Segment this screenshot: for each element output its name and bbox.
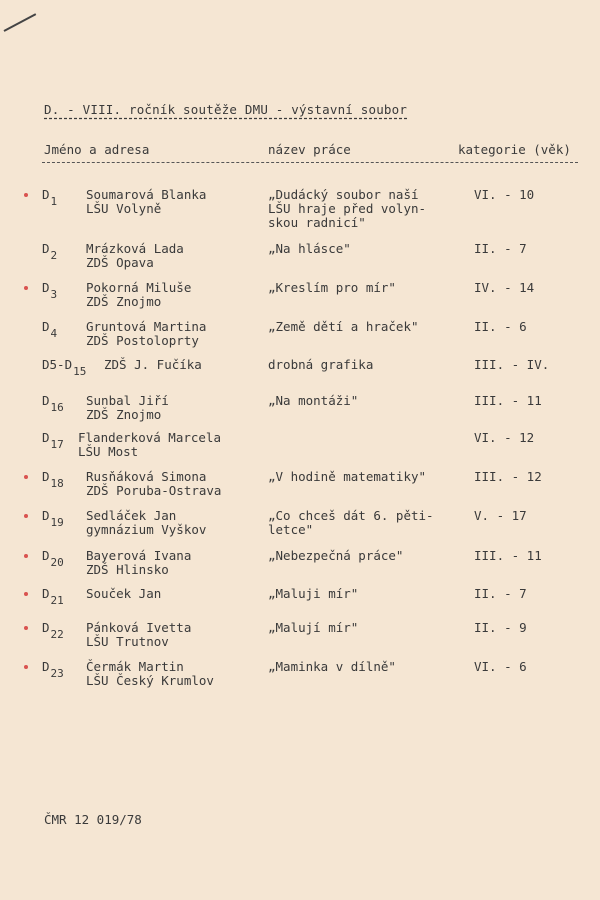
entry-address: ZDŠ Opava — [86, 255, 154, 270]
entry-work-title — [268, 587, 358, 601]
entry-code — [42, 659, 64, 680]
bullet-mark — [24, 514, 28, 518]
entry-work-line: „Na hlásce" — [268, 241, 351, 256]
entry-code-prefix: D — [42, 548, 50, 563]
entry-address: LŠU Trutnov — [86, 634, 169, 649]
entry-code — [42, 319, 58, 340]
entry-code-number: 20 — [50, 556, 64, 569]
bullet-mark — [24, 665, 28, 669]
entry-work-line: drobná grafika — [268, 357, 374, 372]
entry-code — [42, 241, 58, 262]
entry-code-number: 22 — [50, 628, 64, 641]
entry-address: gymnázium Vyškov — [86, 522, 207, 537]
entry-code — [42, 469, 64, 490]
entry-code-number: 2 — [50, 249, 58, 262]
entry-code-prefix: D — [42, 393, 50, 408]
entry-person — [86, 621, 191, 649]
entry-code-prefix: D — [42, 241, 50, 256]
entry-code-number: 15 — [73, 365, 87, 378]
bullet-mark — [24, 286, 28, 290]
entry-work-title — [268, 621, 358, 635]
entry-address: ZDŠ Znojmo — [86, 407, 162, 422]
entry-code-prefix: D5-D — [42, 357, 73, 372]
entry-code-number: 19 — [50, 516, 64, 529]
entry-work-title — [268, 549, 403, 563]
document-title: D. - VIII. ročník soutěže DMU - výstavní soubor — [44, 102, 408, 117]
entry-work-title — [268, 358, 373, 372]
entry-person — [86, 242, 184, 270]
entry-name: Rusňáková Simona — [86, 469, 207, 484]
entry-work-line: „V hodině matematiky" — [268, 469, 427, 484]
entry-category: V. - 17 — [474, 508, 527, 523]
entry-code-prefix: D — [42, 586, 50, 601]
entry-name: Flanderková Marcela — [78, 430, 221, 445]
entry-person — [86, 509, 206, 537]
entry-code-prefix: D — [42, 659, 50, 674]
entry-name: Pokorná Miluše — [86, 280, 192, 295]
entry-address: LŠU Český Krumlov — [86, 673, 214, 688]
entry-address: ZDŠ Poruba-Ostrava — [86, 483, 222, 498]
entry-code-number: 18 — [50, 477, 64, 490]
entry-code — [42, 393, 64, 414]
entry-name: Sedláček Jan — [86, 508, 177, 523]
entry-person — [86, 549, 191, 577]
bullet-mark — [24, 592, 28, 596]
entry-code-number: 17 — [50, 438, 64, 451]
entry-code-prefix: D — [42, 430, 50, 445]
bullet-mark — [24, 193, 28, 197]
entry-code-prefix: D — [42, 508, 50, 523]
header-rule — [42, 162, 578, 163]
pen-mark — [4, 13, 37, 32]
entry-code-prefix: D — [42, 319, 50, 334]
entry-work-line: „Maminka v dílně" — [268, 659, 396, 674]
bullet-mark — [24, 475, 28, 479]
entry-name: Mrázková Lada — [86, 241, 184, 256]
entry-code-number: 21 — [50, 594, 64, 607]
entry-work-line: letce" — [268, 522, 314, 537]
entry-work-title — [268, 281, 396, 295]
entry-person — [86, 394, 169, 422]
entry-code — [42, 357, 87, 378]
entry-person — [78, 431, 221, 459]
entry-address: ZDŠ Postoloprty — [86, 333, 199, 348]
entry-name: Čermák Martin — [86, 659, 184, 674]
entry-category: III. - 12 — [474, 469, 542, 484]
entry-person — [86, 587, 161, 601]
entry-category: VI. - 6 — [474, 659, 527, 674]
entry-work-line: „Kreslím pro mír" — [268, 280, 396, 295]
entry-code-prefix: D — [42, 620, 50, 635]
entry-work-line: „Maluji mír" — [268, 586, 359, 601]
column-header-category: kategorie (věk) — [458, 142, 571, 157]
entry-name: Gruntová Martina — [86, 319, 207, 334]
entry-category: VI. - 10 — [474, 187, 535, 202]
entry-person — [86, 281, 191, 309]
entry-work-title — [268, 470, 426, 484]
entry-code — [42, 187, 58, 208]
entry-address: LŠU Most — [78, 444, 139, 459]
entry-work-line: „Země dětí a hraček" — [268, 319, 419, 334]
entry-work-title — [268, 242, 351, 256]
entry-work-line: LŠU hraje před volyn- — [268, 201, 427, 216]
entry-person — [86, 320, 206, 348]
entry-work-title — [268, 394, 358, 408]
entry-code — [42, 508, 64, 529]
entry-address: ZDŠ Znojmo — [86, 294, 162, 309]
entry-name: Bayerová Ivana — [86, 548, 192, 563]
entry-category: VI. - 12 — [474, 430, 535, 445]
entry-code-prefix: D — [42, 469, 50, 484]
entry-code — [42, 280, 58, 301]
entry-name: Pánková Ivetta — [86, 620, 192, 635]
column-header-name: Jméno a adresa — [44, 142, 150, 157]
entry-code-number: 16 — [50, 401, 64, 414]
entry-code-prefix: D — [42, 187, 50, 202]
entry-work-title — [268, 509, 434, 537]
entry-category: IV. - 14 — [474, 280, 535, 295]
entry-work-line: skou radnicí" — [268, 215, 366, 230]
entry-work-line: „Malují mír" — [268, 620, 359, 635]
entry-work-line: „Co chceš dát 6. pěti- — [268, 508, 434, 523]
bullet-mark — [24, 626, 28, 630]
entry-work-line: „Dudácký soubor naší — [268, 187, 419, 202]
entry-code — [42, 586, 64, 607]
entry-category: II. - 9 — [474, 620, 527, 635]
entry-category: II. - 6 — [474, 319, 527, 334]
entry-name: Soumarová Blanka — [86, 187, 207, 202]
entry-code-number: 23 — [50, 667, 64, 680]
entry-code — [42, 430, 64, 451]
entry-category: II. - 7 — [474, 241, 527, 256]
column-header-work: název práce — [268, 142, 351, 157]
entry-category: III. - IV. — [474, 357, 550, 372]
entry-code-number: 3 — [50, 288, 58, 301]
entry-code-prefix: D — [42, 280, 50, 295]
entry-person — [86, 660, 214, 688]
entry-category: III. - 11 — [474, 393, 542, 408]
entry-code-number: 1 — [50, 195, 58, 208]
entry-work-title — [268, 660, 396, 674]
document-reference: ČMR 12 019/78 — [44, 812, 142, 827]
entry-person — [104, 358, 202, 372]
entry-work-title — [268, 188, 426, 230]
entry-category: II. - 7 — [474, 586, 527, 601]
entry-category: III. - 11 — [474, 548, 542, 563]
entry-address: ZDŠ Hlinsko — [86, 562, 169, 577]
entry-work-title — [268, 320, 419, 334]
entry-person — [86, 188, 206, 216]
entry-name: ZDŠ J. Fučíka — [104, 357, 202, 372]
entry-name: Souček Jan — [86, 586, 162, 601]
entry-code — [42, 548, 64, 569]
entry-address: LŠU Volyně — [86, 201, 162, 216]
entry-work-line: „Na montáži" — [268, 393, 359, 408]
bullet-mark — [24, 554, 28, 558]
entry-name: Sunbal Jiří — [86, 393, 169, 408]
entry-person — [86, 470, 221, 498]
entry-work-line: „Nebezpečná práce" — [268, 548, 404, 563]
entry-code — [42, 620, 64, 641]
entry-code-number: 4 — [50, 327, 58, 340]
